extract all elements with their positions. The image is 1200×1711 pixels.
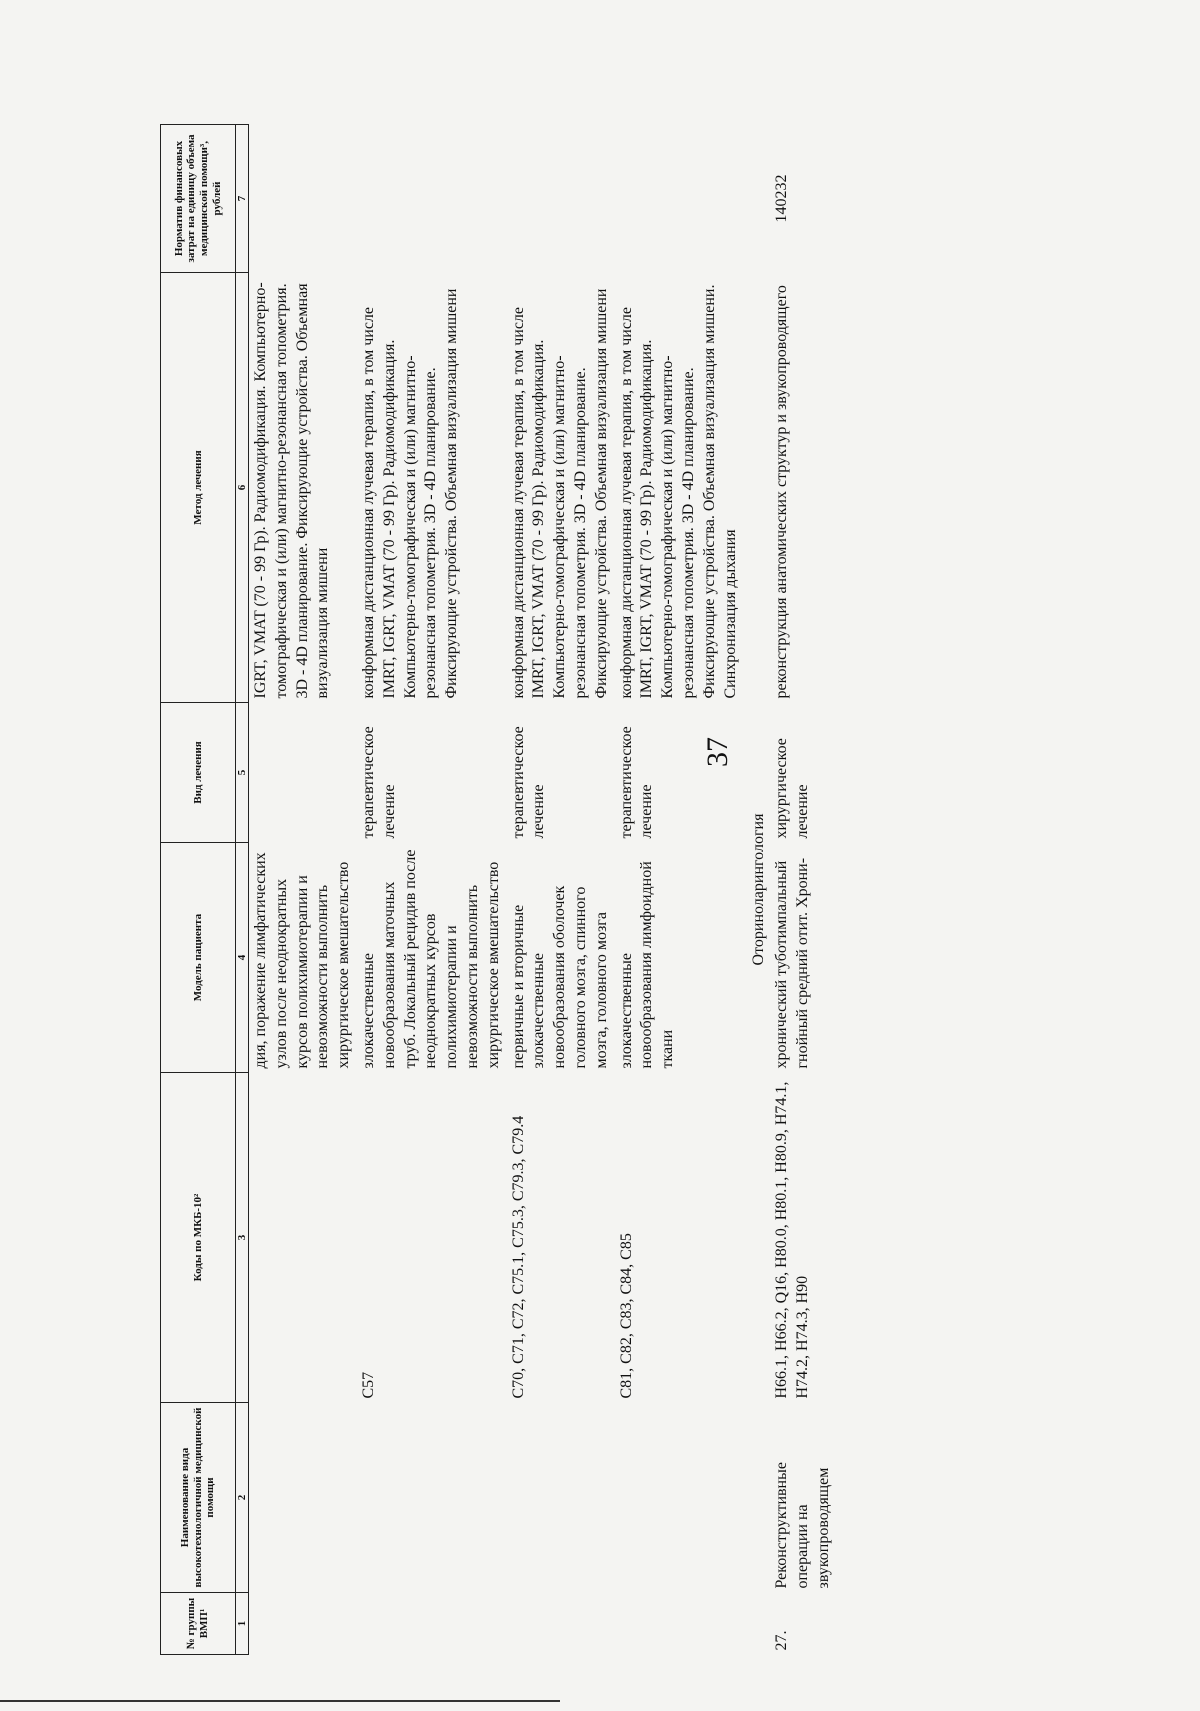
row-treatment: терапевтическое лечение xyxy=(617,726,656,839)
row-model: дия, поражение лимфатических узлов после неоднократных курсов полихимиотерапии и невозможности выполнить хирургическое вмешательство xyxy=(252,852,353,1069)
row-name xyxy=(507,1403,615,1593)
table-row xyxy=(615,125,744,1655)
row-method: реконструкция анатомических структур и звукопроводящего xyxy=(773,285,791,699)
column-number-row xyxy=(236,125,249,1655)
header-cost-norm: Норматив финансовых затрат на единицу объема медицинской помощи³, рублей xyxy=(161,125,236,273)
row-name xyxy=(249,1403,357,1593)
row-treatment: хирургическое лечение xyxy=(773,738,811,839)
section-row xyxy=(743,125,770,1655)
row-name: Реконструктивные операции на звукопроводящем xyxy=(773,1462,832,1589)
row-codes: C57 xyxy=(359,1371,377,1399)
row-model: хронический туботимпальный гнойный средний отит. Хрони- xyxy=(773,857,811,1069)
column-number: 1 xyxy=(236,1593,249,1655)
row-method: конформная дистанционная лучевая терапия, в том числе IMRT, IGRT, VMAT (70 - 99 Гр). Радиомодификация. Компьютерно-томографическая и (или) магнитно-резонансная топометрия. 3D - 4D планирование. Фиксирующие устройства. Объемная визуализация мишени. Синхронизация дыхания xyxy=(617,284,739,699)
row-method: конформная дистанционная лучевая терапия, в том числе IMRT, IGRT, VMAT (70 - 99 Гр). Радиомодификация. Компьютерно-томографическая и (или) магнитно-резонансная топометрия. 3D - 4D планирование. Фиксирующие устройства. Объемная визуализация мишени xyxy=(509,288,610,699)
row-codes: C70, C71, C72, C75.1, C75.3, C79.3, C79.4 xyxy=(509,1115,527,1399)
header-treatment-method: Метод лечения xyxy=(161,273,236,703)
column-number: 2 xyxy=(236,1403,249,1593)
header-patient-model: Модель пациента xyxy=(161,843,236,1073)
header-icd-codes: Коды по МКБ-10² xyxy=(161,1073,236,1403)
table-row xyxy=(770,125,836,1655)
header-group-number: № группы ВМП¹ xyxy=(161,1593,236,1655)
row-cost xyxy=(249,125,357,273)
column-number: 3 xyxy=(236,1073,249,1403)
column-number: 5 xyxy=(236,703,249,843)
row-cost xyxy=(507,125,615,273)
column-number: 6 xyxy=(236,273,249,703)
row-treatment xyxy=(249,703,357,843)
row-codes: C81, C82, C83, C84, C85 xyxy=(617,1233,635,1399)
row-method: конформная дистанционная лучевая терапия, в том числе IMRT, IGRT, VMAT (70 - 99 Гр). Радиомодификация. Компьютерно-томографическая и (или) магнитно-резонансная топометрия. 3D - 4D планирование. Фиксирующие устройства. Объемная визуализация мишени xyxy=(359,288,461,699)
row-model: злокачественные новообразования маточных труб. Локальный рецидив после неоднократных курсов полихимиотерапии и невозможности выполнить хирургическое вмешательство xyxy=(359,849,502,1069)
row-group xyxy=(615,1593,744,1655)
row-name xyxy=(357,1403,507,1593)
row-group xyxy=(249,1593,357,1655)
row-model: злокачественные новообразования лимфоидной ткани xyxy=(617,861,677,1069)
table-row xyxy=(249,125,357,1655)
column-number: 7 xyxy=(236,125,249,273)
row-cost xyxy=(615,125,744,273)
header-vmp-name: Наименование вида высокотехнологичной медицинской помощи xyxy=(161,1403,236,1593)
row-cost: 140232 xyxy=(773,174,791,223)
row-treatment: терапевтическое лечение xyxy=(509,726,548,839)
header-row xyxy=(161,125,236,1655)
row-group: 27. xyxy=(773,1630,791,1651)
row-treatment: терапевтическое лечение xyxy=(359,726,398,839)
page-number: 37 xyxy=(701,737,734,767)
rotated-table-container xyxy=(160,125,1060,1655)
row-cost xyxy=(357,125,507,273)
row-group xyxy=(357,1593,507,1655)
header-treatment-type: Вид лечения xyxy=(161,703,236,843)
row-method: IGRT, VMAT (70 - 99 Гр). Радиомодификация. Компьютерно-томографическая и (или) магнитно-резонансная топометрия. 3D - 4D планирование. Фиксирующие устройства. Объемная визуализация мишени xyxy=(252,282,332,699)
row-codes xyxy=(249,1073,357,1403)
row-group xyxy=(507,1593,615,1655)
row-model: первичные и вторичные злокачественные новообразования оболочек головного мозга, спинного мозга, головного мозга xyxy=(509,885,610,1069)
section-title: Оториноларингология xyxy=(750,813,768,966)
table-row xyxy=(357,125,507,1655)
table-row xyxy=(507,125,615,1655)
column-number: 4 xyxy=(236,843,249,1073)
row-codes: H66.1, H66.2, Q16, H80.0, H80.1, H80.9, H74.1, H74.2, H74.3, H90 xyxy=(773,1081,811,1399)
scan-edge-line xyxy=(0,1700,560,1702)
row-name xyxy=(615,1403,744,1593)
vmp-table xyxy=(160,124,837,1655)
